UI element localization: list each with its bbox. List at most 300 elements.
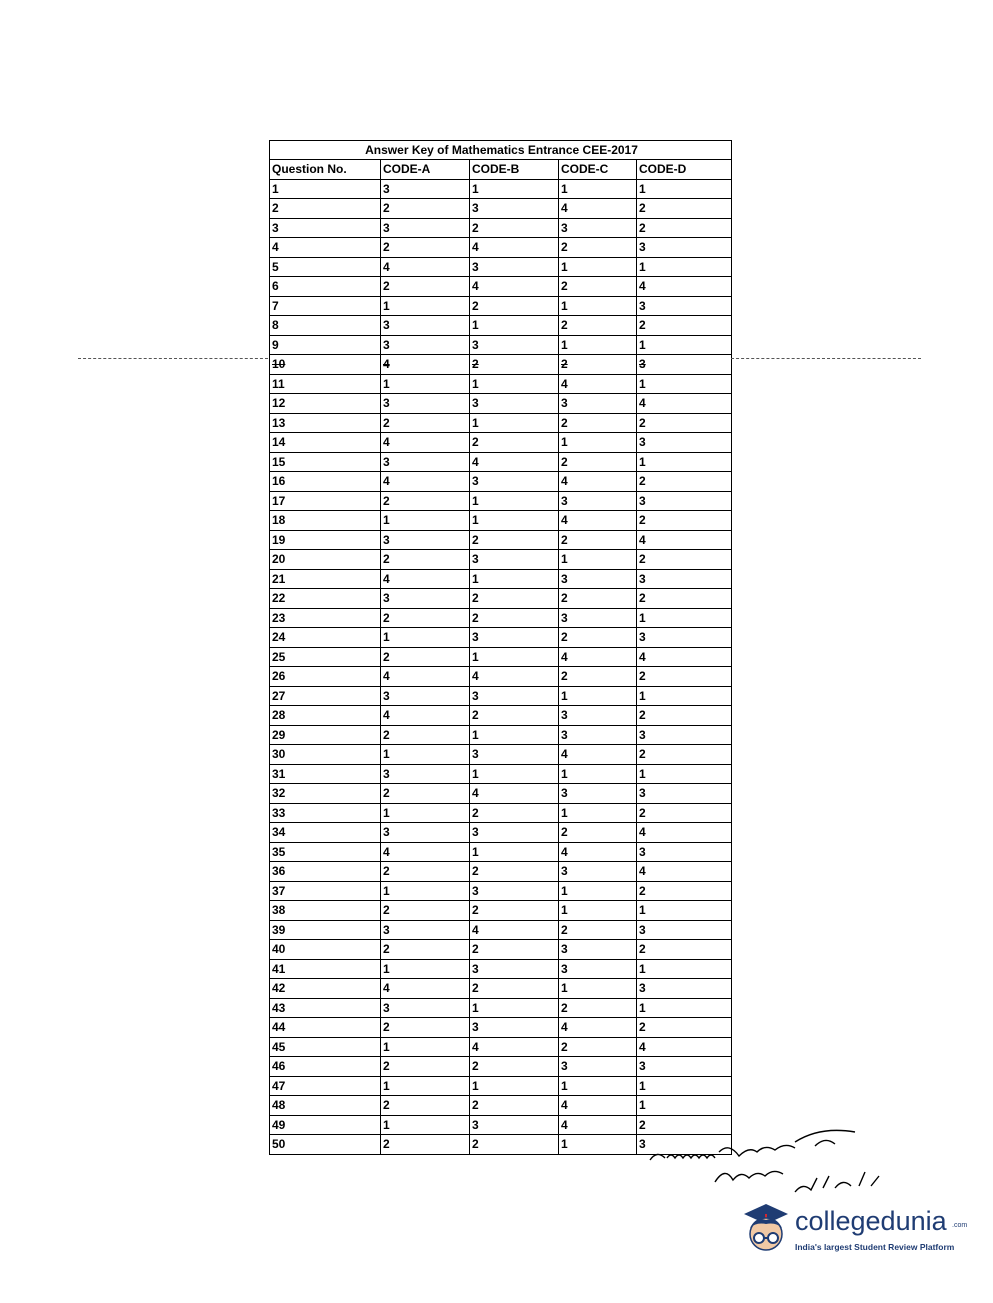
question-number-cell: 6 (270, 277, 381, 297)
table-row (270, 589, 732, 609)
answer-cell: 1 (381, 745, 470, 765)
answer-cell: 3 (470, 335, 559, 355)
answer-cell: 2 (559, 589, 637, 609)
table-row (270, 218, 732, 238)
answer-cell: 1 (559, 179, 637, 199)
answer-cell: 1 (637, 998, 732, 1018)
answer-cell: 2 (381, 1057, 470, 1077)
answer-cell: 3 (637, 784, 732, 804)
answer-cell: 4 (559, 1115, 637, 1135)
answer-cell: 2 (381, 238, 470, 258)
answer-cell: 4 (559, 842, 637, 862)
header-code-a: CODE-A (381, 160, 470, 180)
answer-cell: 1 (637, 335, 732, 355)
answer-cell: 2 (381, 1096, 470, 1116)
table-row (270, 1057, 732, 1077)
question-number-cell: 35 (270, 842, 381, 862)
answer-cell: 4 (637, 862, 732, 882)
question-number-cell: 27 (270, 686, 381, 706)
answer-cell: 4 (381, 842, 470, 862)
answer-cell: 4 (559, 511, 637, 531)
answer-cell: 2 (470, 979, 559, 999)
table-row (270, 433, 732, 453)
answer-cell: 3 (559, 491, 637, 511)
answer-cell: 2 (637, 940, 732, 960)
table-row (270, 628, 732, 648)
answer-cell: 2 (381, 647, 470, 667)
answer-cell: 4 (470, 920, 559, 940)
answer-cell: 1 (559, 257, 637, 277)
answer-cell: 1 (559, 1135, 637, 1155)
answer-cell: 3 (637, 296, 732, 316)
question-number-cell: 30 (270, 745, 381, 765)
question-number-cell: 42 (270, 979, 381, 999)
answer-cell: 4 (381, 472, 470, 492)
answer-cell: 3 (470, 1115, 559, 1135)
table-row (270, 823, 732, 843)
table-row (270, 1037, 732, 1057)
answer-cell: 3 (381, 686, 470, 706)
answer-cell: 2 (559, 628, 637, 648)
answer-cell: 2 (470, 901, 559, 921)
answer-cell: 1 (470, 647, 559, 667)
answer-cell: 3 (381, 452, 470, 472)
answer-cell: 2 (470, 1057, 559, 1077)
answer-cell: 2 (470, 940, 559, 960)
answer-cell: 3 (637, 1135, 732, 1155)
table-row (270, 686, 732, 706)
table-row (270, 257, 732, 277)
answer-cell: 1 (637, 257, 732, 277)
table-row (270, 277, 732, 297)
table-row (270, 355, 732, 375)
answer-cell: 4 (637, 647, 732, 667)
answer-cell: 2 (381, 725, 470, 745)
answer-cell: 2 (381, 940, 470, 960)
answer-cell: 2 (381, 199, 470, 219)
table-row (270, 335, 732, 355)
table-row (270, 667, 732, 687)
table-row (270, 920, 732, 940)
question-number-cell: 25 (270, 647, 381, 667)
answer-cell: 1 (470, 179, 559, 199)
table-row (270, 881, 732, 901)
answer-cell: 4 (381, 257, 470, 277)
answer-cell: 3 (381, 530, 470, 550)
answer-cell: 2 (470, 862, 559, 882)
answer-cell: 3 (637, 238, 732, 258)
answer-cell: 3 (470, 686, 559, 706)
answer-cell: 1 (470, 842, 559, 862)
answer-cell: 4 (470, 238, 559, 258)
answer-cell: 1 (637, 686, 732, 706)
answer-cell: 2 (381, 491, 470, 511)
question-number-cell: 3 (270, 218, 381, 238)
answer-cell: 3 (381, 920, 470, 940)
answer-cell: 4 (381, 667, 470, 687)
table-row (270, 550, 732, 570)
answer-cell: 1 (381, 803, 470, 823)
table-row (270, 901, 732, 921)
answer-cell: 3 (470, 881, 559, 901)
answer-cell: 3 (381, 179, 470, 199)
answer-cell: 1 (559, 901, 637, 921)
answer-cell: 1 (637, 1076, 732, 1096)
answer-cell: 4 (381, 355, 470, 375)
answer-cell: 2 (559, 823, 637, 843)
question-number-cell: 18 (270, 511, 381, 531)
question-number-cell: 40 (270, 940, 381, 960)
answer-cell: 1 (470, 374, 559, 394)
question-number-cell: 12 (270, 394, 381, 414)
question-number-cell: 21 (270, 569, 381, 589)
answer-cell: 1 (559, 764, 637, 784)
answer-cell: 3 (637, 491, 732, 511)
table-row (270, 647, 732, 667)
answer-cell: 1 (470, 764, 559, 784)
question-number-cell: 23 (270, 608, 381, 628)
table-row (270, 862, 732, 882)
answer-cell: 1 (470, 316, 559, 336)
answer-cell: 1 (470, 1076, 559, 1096)
question-number-cell: 17 (270, 491, 381, 511)
answer-cell: 1 (381, 628, 470, 648)
question-number-cell: 26 (270, 667, 381, 687)
question-number-cell: 1 (270, 179, 381, 199)
answer-cell: 3 (381, 764, 470, 784)
answer-cell: 4 (381, 979, 470, 999)
question-number-cell: 44 (270, 1018, 381, 1038)
table-row (270, 940, 732, 960)
answer-cell: 2 (470, 706, 559, 726)
table-row (270, 764, 732, 784)
answer-cell: 2 (637, 706, 732, 726)
answer-cell: 2 (381, 277, 470, 297)
answer-cell: 4 (381, 569, 470, 589)
answer-cell: 2 (381, 1135, 470, 1155)
question-number-cell: 7 (270, 296, 381, 316)
question-number-cell: 2 (270, 199, 381, 219)
answer-cell: 1 (559, 335, 637, 355)
answer-cell: 3 (637, 920, 732, 940)
question-number-cell: 50 (270, 1135, 381, 1155)
answer-cell: 3 (470, 823, 559, 843)
answer-cell: 2 (637, 881, 732, 901)
question-number-cell: 31 (270, 764, 381, 784)
answer-key-table (269, 140, 732, 1155)
answer-cell: 2 (470, 433, 559, 453)
answer-cell: 2 (559, 1037, 637, 1057)
answer-cell: 3 (637, 842, 732, 862)
table-row (270, 1076, 732, 1096)
title-row (270, 141, 732, 160)
answer-cell: 4 (470, 452, 559, 472)
answer-cell: 2 (381, 608, 470, 628)
answer-cell: 1 (559, 803, 637, 823)
answer-cell: 2 (381, 784, 470, 804)
answer-cell: 1 (470, 725, 559, 745)
table-row (270, 511, 732, 531)
question-number-cell: 24 (270, 628, 381, 648)
answer-cell: 1 (559, 979, 637, 999)
answer-cell: 1 (381, 1115, 470, 1135)
table-row (270, 374, 732, 394)
header-question-no: Question No. (270, 160, 381, 180)
answer-cell: 2 (559, 277, 637, 297)
answer-cell: 4 (470, 784, 559, 804)
answer-cell: 4 (559, 472, 637, 492)
answer-cell: 3 (559, 862, 637, 882)
answer-cell: 1 (637, 1096, 732, 1116)
table-row (270, 1096, 732, 1116)
question-number-cell: 20 (270, 550, 381, 570)
answer-cell: 3 (559, 706, 637, 726)
answer-cell: 1 (381, 1076, 470, 1096)
answer-key-sheet (269, 140, 731, 1155)
answer-cell: 3 (637, 628, 732, 648)
question-number-cell: 33 (270, 803, 381, 823)
answer-cell: 3 (637, 433, 732, 453)
question-number-cell: 8 (270, 316, 381, 336)
table-row (270, 706, 732, 726)
question-number-cell: 43 (270, 998, 381, 1018)
answer-cell: 1 (470, 511, 559, 531)
answer-cell: 3 (470, 628, 559, 648)
table-row (270, 413, 732, 433)
answer-cell: 2 (637, 667, 732, 687)
answer-cell: 2 (559, 238, 637, 258)
answer-rows (270, 179, 732, 1154)
answer-cell: 2 (637, 511, 732, 531)
answer-cell: 3 (470, 959, 559, 979)
answer-cell: 2 (470, 589, 559, 609)
answer-cell: 1 (381, 374, 470, 394)
mascot-icon (736, 1198, 794, 1262)
answer-cell: 1 (381, 511, 470, 531)
answer-cell: 4 (470, 667, 559, 687)
answer-cell: 1 (559, 881, 637, 901)
answer-cell: 4 (470, 1037, 559, 1057)
answer-cell: 2 (559, 316, 637, 336)
answer-cell: 3 (381, 218, 470, 238)
answer-cell: 3 (470, 550, 559, 570)
question-number-cell: 34 (270, 823, 381, 843)
answer-cell: 2 (637, 316, 732, 336)
answer-cell: 2 (559, 413, 637, 433)
answer-cell: 3 (470, 394, 559, 414)
answer-cell: 4 (637, 277, 732, 297)
answer-cell: 3 (470, 257, 559, 277)
answer-cell: 2 (637, 1115, 732, 1135)
question-number-cell: 15 (270, 452, 381, 472)
table-row (270, 394, 732, 414)
answer-cell: 2 (637, 413, 732, 433)
answer-cell: 1 (381, 296, 470, 316)
answer-cell: 4 (637, 1037, 732, 1057)
answer-cell: 2 (470, 1096, 559, 1116)
answer-cell: 3 (559, 725, 637, 745)
answer-cell: 3 (637, 979, 732, 999)
struck-line-left (78, 358, 268, 359)
answer-cell: 3 (559, 1057, 637, 1077)
answer-cell: 2 (470, 355, 559, 375)
answer-cell: 3 (470, 199, 559, 219)
question-number-cell: 5 (270, 257, 381, 277)
header-row (270, 160, 732, 180)
answer-cell: 2 (381, 901, 470, 921)
table-row (270, 296, 732, 316)
answer-cell: 1 (637, 764, 732, 784)
question-number-cell: 14 (270, 433, 381, 453)
answer-cell: 2 (559, 355, 637, 375)
table-row (270, 199, 732, 219)
answer-cell: 2 (637, 745, 732, 765)
answer-cell: 1 (381, 881, 470, 901)
answer-cell: 2 (470, 296, 559, 316)
question-number-cell: 22 (270, 589, 381, 609)
answer-cell: 3 (381, 998, 470, 1018)
answer-cell: 1 (637, 452, 732, 472)
answer-cell: 2 (470, 1135, 559, 1155)
answer-cell: 1 (559, 296, 637, 316)
table-row (270, 316, 732, 336)
answer-cell: 1 (559, 433, 637, 453)
answer-cell: 4 (637, 530, 732, 550)
answer-cell: 1 (559, 686, 637, 706)
question-number-cell: 9 (270, 335, 381, 355)
answer-cell: 1 (637, 608, 732, 628)
answer-cell: 4 (559, 745, 637, 765)
question-number-cell: 4 (270, 238, 381, 258)
answer-cell: 4 (637, 394, 732, 414)
table-row (270, 491, 732, 511)
answer-cell: 1 (637, 179, 732, 199)
brand-suffix: .com (952, 1222, 968, 1229)
answer-cell: 2 (381, 550, 470, 570)
answer-cell: 4 (559, 1018, 637, 1038)
answer-cell: 2 (637, 218, 732, 238)
question-number-cell: 29 (270, 725, 381, 745)
question-number-cell: 19 (270, 530, 381, 550)
answer-cell: 3 (381, 823, 470, 843)
answer-cell: 2 (470, 530, 559, 550)
struck-line-right (731, 358, 921, 359)
answer-cell: 3 (470, 745, 559, 765)
table-row (270, 608, 732, 628)
table-row (270, 745, 732, 765)
question-number-cell: 46 (270, 1057, 381, 1077)
header-code-d: CODE-D (637, 160, 732, 180)
answer-cell: 3 (559, 569, 637, 589)
answer-cell: 2 (381, 862, 470, 882)
answer-cell: 1 (470, 491, 559, 511)
brand-tagline: India's largest Student Review Platform (795, 1242, 955, 1252)
question-number-cell: 39 (270, 920, 381, 940)
answer-cell: 2 (637, 472, 732, 492)
table-row (270, 472, 732, 492)
question-number-cell: 36 (270, 862, 381, 882)
answer-cell: 4 (381, 706, 470, 726)
answer-cell: 1 (470, 413, 559, 433)
answer-cell: 3 (637, 569, 732, 589)
answer-cell: 3 (559, 608, 637, 628)
table-row (270, 1018, 732, 1038)
answer-cell: 2 (559, 530, 637, 550)
answer-cell: 3 (381, 589, 470, 609)
answer-cell: 2 (470, 608, 559, 628)
answer-cell: 2 (637, 803, 732, 823)
answer-cell: 3 (559, 394, 637, 414)
answer-cell: 4 (559, 374, 637, 394)
answer-cell: 4 (559, 1096, 637, 1116)
answer-cell: 2 (637, 589, 732, 609)
answer-cell: 2 (559, 452, 637, 472)
answer-cell: 3 (381, 394, 470, 414)
table-row (270, 452, 732, 472)
answer-cell: 1 (637, 959, 732, 979)
answer-cell: 1 (559, 1076, 637, 1096)
answer-cell: 2 (637, 199, 732, 219)
answer-cell: 3 (637, 355, 732, 375)
header-code-c: CODE-C (559, 160, 637, 180)
question-number-cell: 41 (270, 959, 381, 979)
answer-cell: 2 (381, 1018, 470, 1038)
question-number-cell: 49 (270, 1115, 381, 1135)
answer-cell: 2 (559, 920, 637, 940)
table-row (270, 803, 732, 823)
answer-cell: 3 (637, 725, 732, 745)
table-row (270, 959, 732, 979)
answer-cell: 3 (637, 1057, 732, 1077)
question-number-cell: 48 (270, 1096, 381, 1116)
answer-cell: 1 (381, 1037, 470, 1057)
answer-cell: 1 (637, 374, 732, 394)
answer-cell: 3 (470, 472, 559, 492)
answer-cell: 2 (470, 803, 559, 823)
question-number-cell: 11 (270, 374, 381, 394)
brand-name: collegedunia (795, 1206, 947, 1236)
table-row (270, 842, 732, 862)
answer-cell: 4 (381, 433, 470, 453)
table-row (270, 238, 732, 258)
answer-cell: 3 (559, 959, 637, 979)
answer-cell: 3 (470, 1018, 559, 1038)
question-number-cell: 16 (270, 472, 381, 492)
answer-cell: 1 (381, 959, 470, 979)
answer-cell: 2 (559, 667, 637, 687)
answer-cell: 4 (470, 277, 559, 297)
handwritten-signature (645, 1122, 895, 1202)
table-row (270, 179, 732, 199)
table-row (270, 979, 732, 999)
question-number-cell: 37 (270, 881, 381, 901)
answer-cell: 1 (470, 998, 559, 1018)
answer-cell: 4 (559, 647, 637, 667)
question-number-cell: 47 (270, 1076, 381, 1096)
table-row (270, 784, 732, 804)
table-title: Answer Key of Mathematics Entrance CEE-2017 (270, 141, 732, 160)
answer-cell: 2 (637, 550, 732, 570)
answer-cell: 2 (381, 413, 470, 433)
answer-cell: 2 (559, 998, 637, 1018)
question-number-cell: 10 (270, 355, 381, 375)
answer-cell: 3 (559, 784, 637, 804)
question-number-cell: 13 (270, 413, 381, 433)
answer-cell: 3 (559, 218, 637, 238)
table-row (270, 725, 732, 745)
question-number-cell: 38 (270, 901, 381, 921)
question-number-cell: 32 (270, 784, 381, 804)
